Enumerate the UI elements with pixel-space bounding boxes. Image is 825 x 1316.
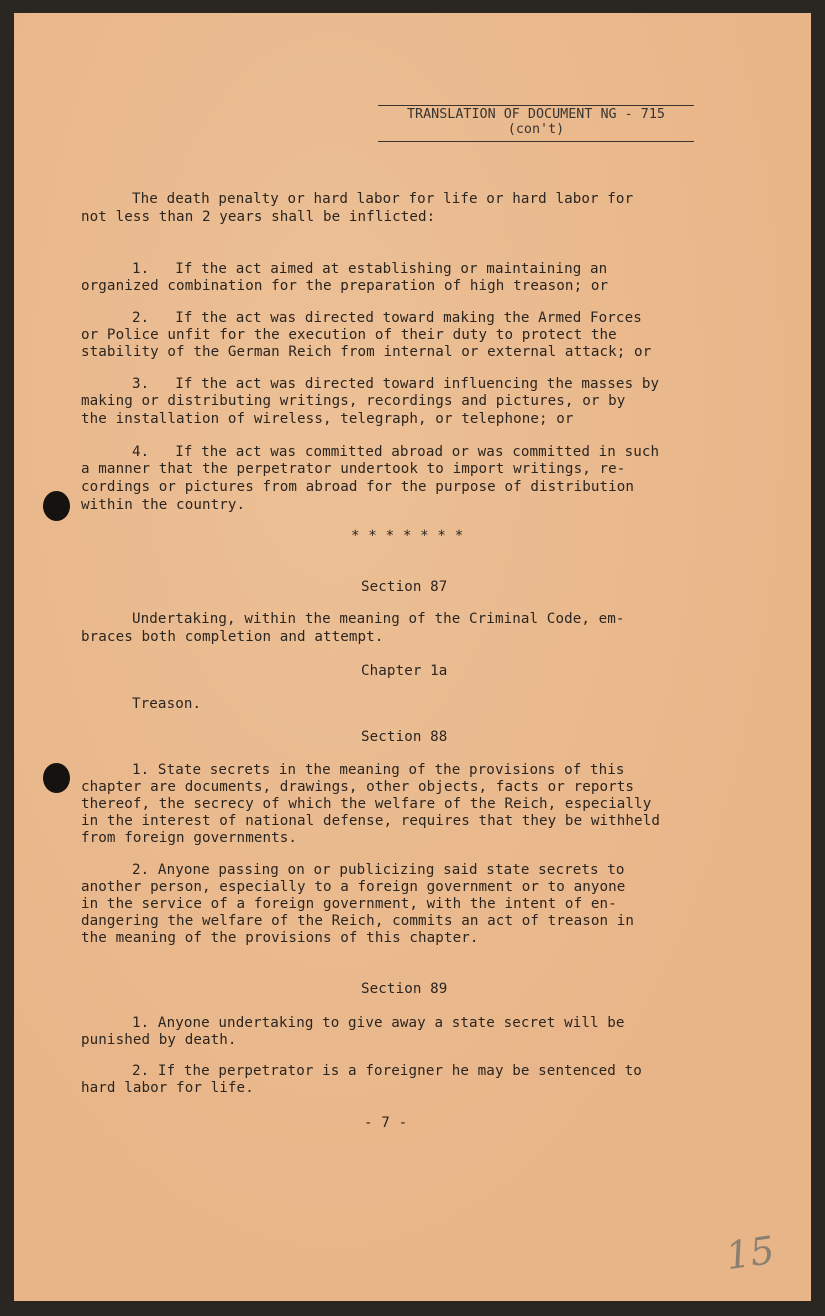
section-89-p1-line: punished by death.: [81, 1032, 237, 1048]
section-89-p2-line: 2. If the perpetrator is a foreigner he may be sentenced to: [132, 1063, 642, 1079]
item-1-line: organized combination for the preparation of high treason; or: [81, 278, 609, 294]
handwritten-page-number: 15: [723, 1227, 778, 1279]
punch-hole: [43, 763, 70, 793]
item-3-line: making or distributing writings, recordings and pictures, or by: [81, 393, 626, 409]
section-88-p2-line: the meaning of the provisions of this chapter.: [81, 930, 479, 946]
item-1-line: 1. If the act aimed at establishing or maintaining an: [132, 261, 608, 277]
item-4-line: 4. If the act was committed abroad or was committed in such: [132, 444, 660, 460]
intro-line: The death penalty or hard labor for life or hard labor for: [132, 191, 634, 207]
item-3-line: the installation of wireless, telegraph, or telephone; or: [81, 411, 574, 427]
section-88-p1-line: thereof, the secrecy of which the welfare of the Reich, especially: [81, 796, 652, 812]
page-number: - 7 -: [364, 1115, 408, 1131]
section-89-p1-line: 1. Anyone undertaking to give away a state secret will be: [132, 1015, 625, 1031]
item-2-line: or Police unfit for the execution of their duty to protect the: [81, 327, 617, 343]
header-continued: (con't): [507, 122, 565, 137]
chapter-title: Treason.: [132, 696, 202, 712]
document-header: [378, 107, 694, 137]
header-bottom-rule: [378, 141, 694, 142]
section-88-p2-line: dangering the welfare of the Reich, commits an act of treason in: [81, 913, 635, 929]
section-87-line: Undertaking, within the meaning of the Criminal Code, em-: [132, 611, 625, 627]
section-88-p2-line: in the service of a foreign government, with the intent of en-: [81, 896, 617, 912]
section-88-heading: Section 88: [361, 729, 448, 745]
section-88-p1-line: from foreign governments.: [81, 830, 298, 846]
item-2-line: 2. If the act was directed toward making the Armed Forces: [132, 310, 642, 326]
header-top-rule: [378, 105, 694, 106]
section-divider-stars: * * * * * * *: [351, 528, 464, 544]
document-page: [14, 13, 811, 1301]
chapter-heading: Chapter 1a: [361, 663, 448, 679]
item-4-line: cordings or pictures from abroad for the purpose of distribution: [81, 479, 635, 495]
intro-line: not less than 2 years shall be inflicted:: [81, 209, 436, 225]
header-title: TRANSLATION OF DOCUMENT NG - 715: [407, 107, 665, 122]
section-89-p2-line: hard labor for life.: [81, 1080, 254, 1096]
section-87-heading: Section 87: [361, 579, 448, 595]
section-89-heading: Section 89: [361, 981, 448, 997]
section-87-line: braces both completion and attempt.: [81, 629, 384, 645]
item-2-line: stability of the German Reich from internal or external attack; or: [81, 344, 652, 360]
item-3-line: 3. If the act was directed toward influencing the masses by: [132, 376, 660, 392]
section-88-p2-line: another person, especially to a foreign government or to anyone: [81, 879, 626, 895]
item-4-line: within the country.: [81, 497, 246, 513]
item-4-line: a manner that the perpetrator undertook to import writings, re-: [81, 461, 626, 477]
section-88-p1-line: in the interest of national defense, requires that they be withheld: [81, 813, 660, 829]
punch-hole: [43, 491, 70, 521]
section-88-p1-line: chapter are documents, drawings, other objects, facts or reports: [81, 779, 635, 795]
section-88-p2-line: 2. Anyone passing on or publicizing said state secrets to: [132, 862, 625, 878]
section-88-p1-line: 1. State secrets in the meaning of the provisions of this: [132, 762, 625, 778]
